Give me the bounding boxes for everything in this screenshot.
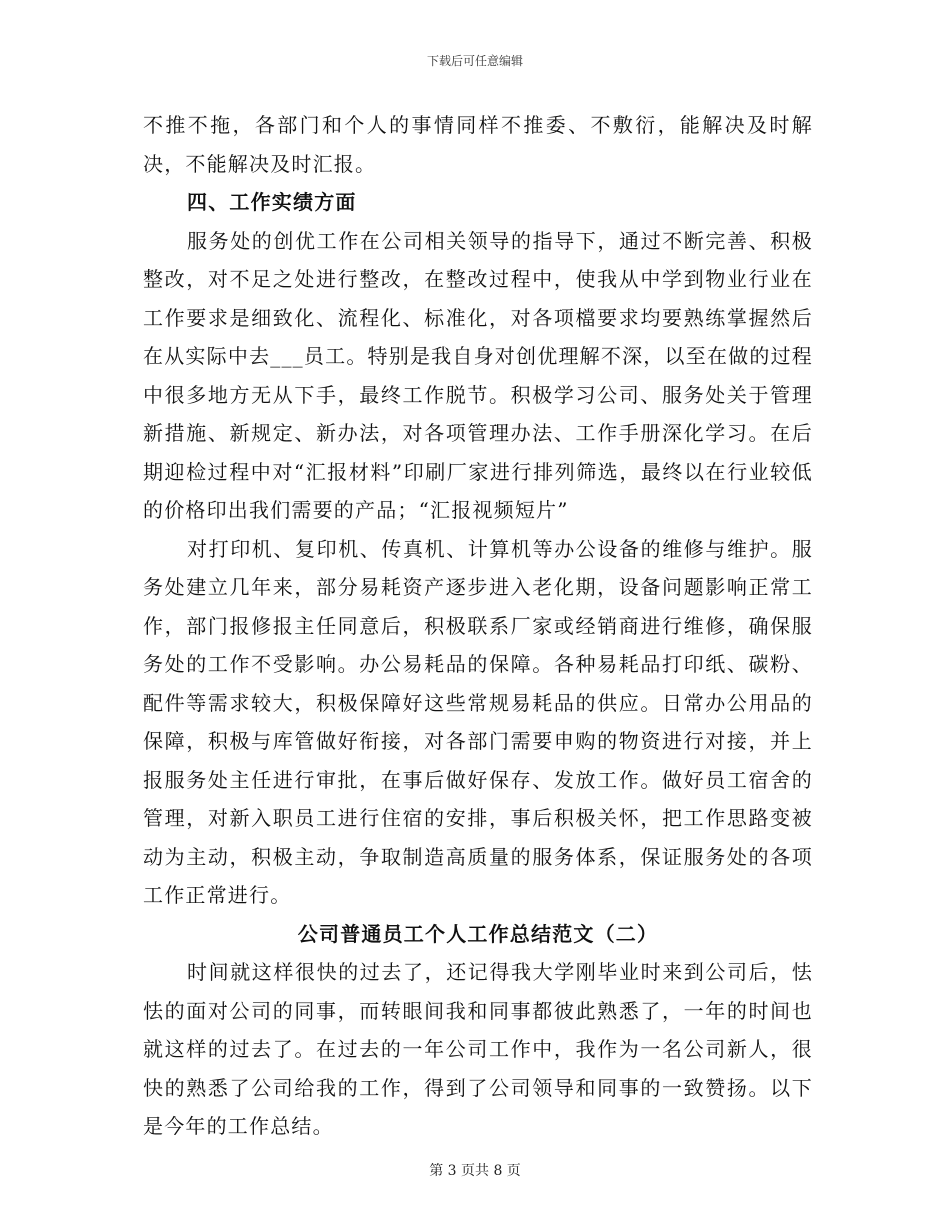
paragraph: 对打印机、复印机、传真机、计算机等办公设备的维修与维护。服务处建立几年来，部分易耗资产逐步进入老化期，设备问题影响正常工作，部门报修报主任同意后，积极联系厂家或经销商进行维修，确保服务处的工作不受影响。办公易耗品的保障。各种易耗品打印纸、碳粉、配件等需求较大，积极保障好这些常规易耗品的供应。日常办公用品的保障，积极与库管做好衔接，对各部门需要申购的物资进行对接，并上报服务处主任进行审批，在事后做好保存、发放工作。做好员工宿舍的管理，对新入职员工进行住宿的安排，事后积极关怀，把工作思路变被动为主动，积极主动，争取制造高质量的服务体系，保证服务处的各项工作正常进行。 [143,536,813,907]
document-body [143,106,813,1146]
page-number: 第 3 页共 8 页 [429,1163,521,1179]
paragraph: 服务处的创优工作在公司相关领导的指导下，通过不断完善、积极整改，对不足之处进行整改，在整改过程中，使我从中学到物业行业在工作要求是细致化、流程化、标准化，对各项檔要求均要熟练掌握然后在从实际中去___员工。特别是我自身对创优理解不深，以至在做的过程中很多地方无从下手，最终工作脱节。积极学习公司、服务处关于管理新措施、新规定、新办法，对各项管理办法、工作手册深化学习。在后期迎检过程中对“汇报材料”印刷厂家进行排列筛选，最终以在行业较低的价格印出我们需要的产品；“汇报视频短片” [143,228,813,522]
page-header-note: 下载后可任意编辑 [426,54,523,68]
section-heading: 四、工作实绩方面 [187,190,357,214]
paragraph-continuation: 不推不拖，各部门和个人的事情同样不推委、不敷衍，能解决及时解决，不能解决及时汇报。 [143,113,813,176]
article-title: 公司普通员工个人工作总结范文（二） [297,921,659,946]
paragraph: 时间就这样很快的过去了，还记得我大学刚毕业时来到公司后，怯怯的面对公司的同事，而转眼间我和同事都彼此熟悉了，一年的时间也就这样的过去了。在过去的一年公司工作中，我作为一名公司新人，很快的熟悉了公司给我的工作，得到了公司领导和同事的一致赞扬。以下是今年的工作总结。 [143,960,813,1138]
